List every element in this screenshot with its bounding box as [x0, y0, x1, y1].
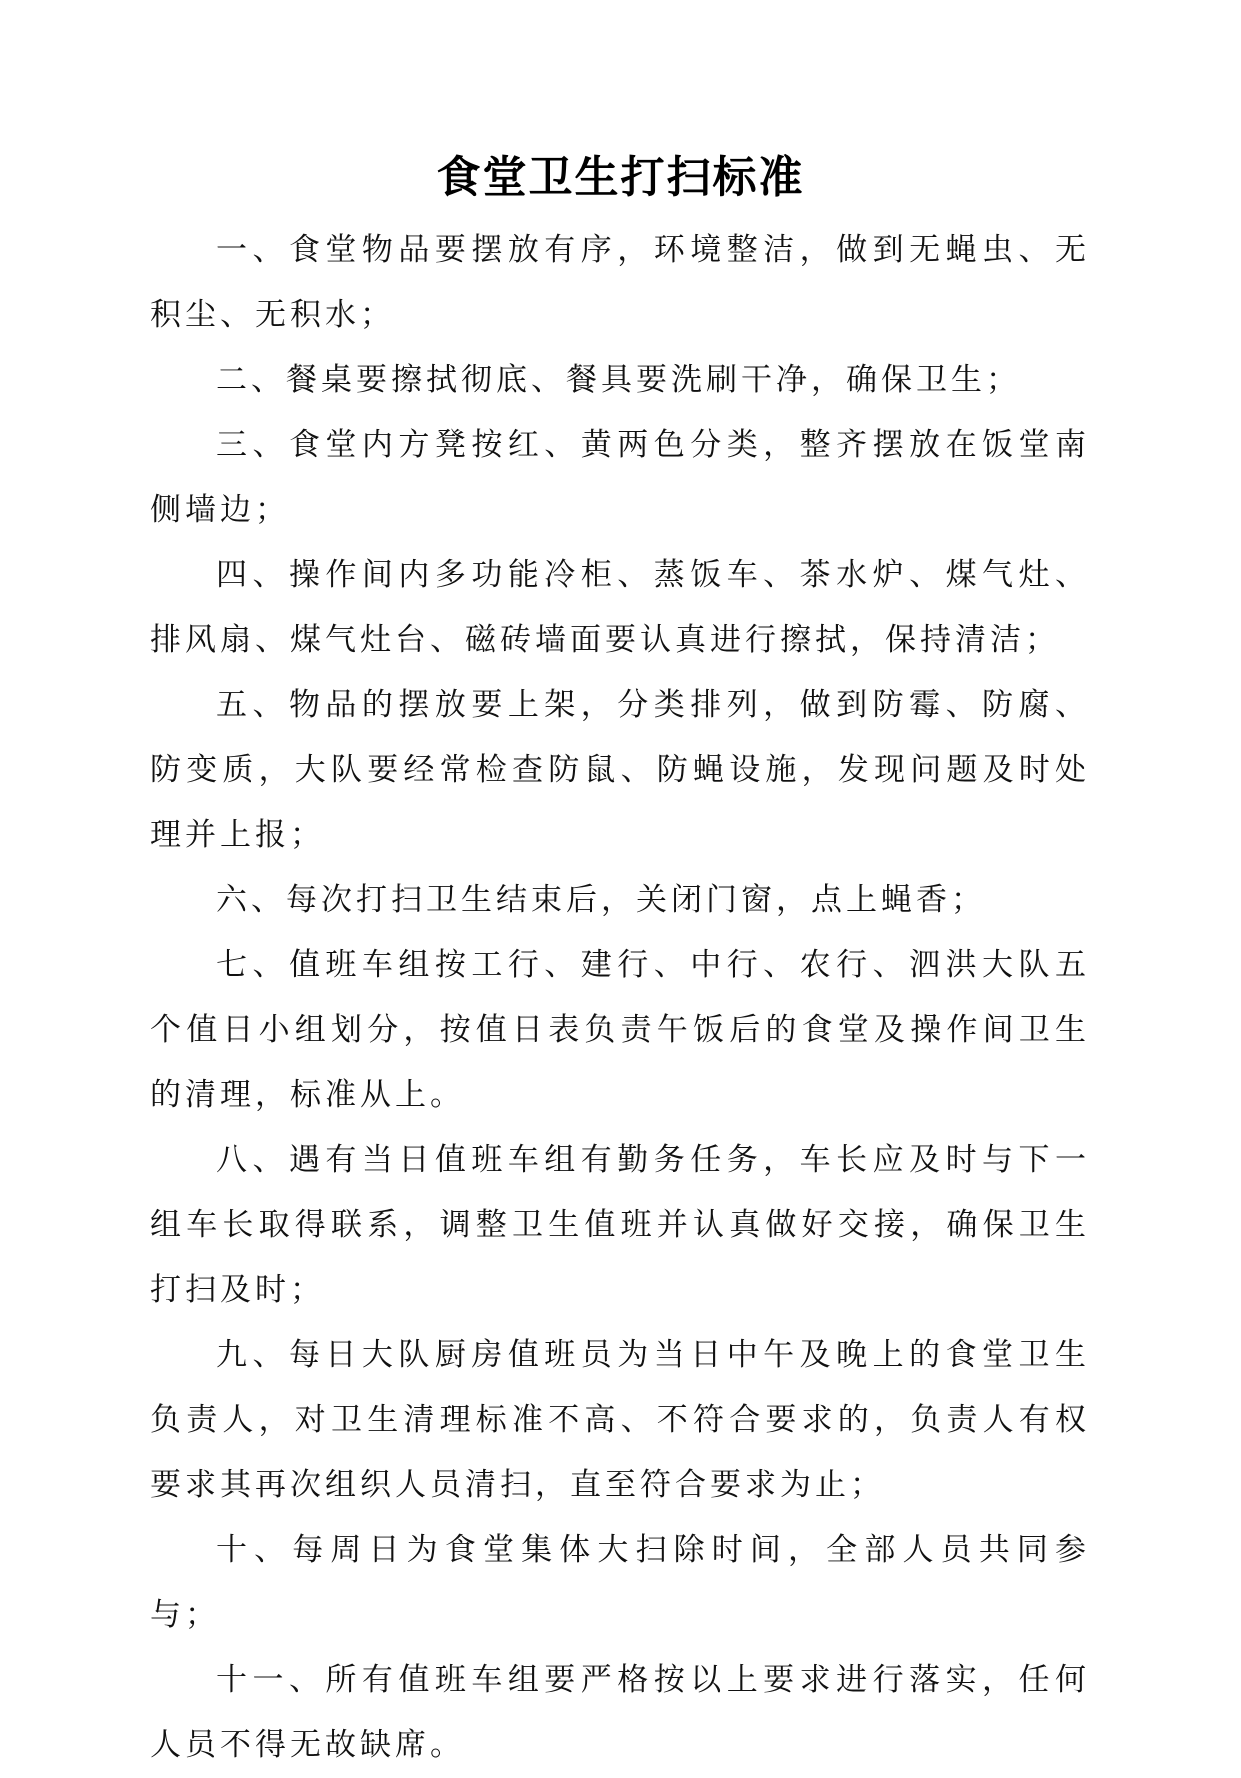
paragraph-4: 四、操作间内多功能冷柜、蒸饭车、茶水炉、煤气灶、排风扇、煤气灶台、磁砖墙面要认真进行擦拭，保持清洁；: [150, 557, 1090, 658]
paragraph-8: 八、遇有当日值班车组有勤务任务，车长应及时与下一组车长取得联系，调整卫生值班并认真做好交接，确保卫生打扫及时；: [150, 1142, 1090, 1308]
paragraph-11: 十一、所有值班车组要严格按以上要求进行落实，任何人员不得无故缺席。: [150, 1662, 1090, 1763]
paragraph-7: 七、值班车组按工行、建行、中行、农行、泗洪大队五个值日小组划分，按值日表负责午饭后的食堂及操作间卫生的清理，标准从上。: [150, 947, 1090, 1113]
paragraph-10: 十、每周日为食堂集体大扫除时间，全部人员共同参与；: [150, 1532, 1090, 1633]
paragraph-3: 三、食堂内方凳按红、黄两色分类，整齐摆放在饭堂南侧墙边；: [150, 427, 1090, 528]
paragraph-5: 五、物品的摆放要上架，分类排列，做到防霉、防腐、防变质，大队要经常检查防鼠、防蝇设施，发现问题及时处理并上报；: [150, 687, 1090, 853]
paragraph-9: 九、每日大队厨房值班员为当日中午及晚上的食堂卫生负责人，对卫生清理标准不高、不符合要求的，负责人有权要求其再次组织人员清扫，直至符合要求为止；: [150, 1337, 1090, 1503]
document-title: 食堂卫生打扫标准: [436, 152, 805, 203]
paragraph-1: 一、食堂物品要摆放有序，环境整洁，做到无蝇虫、无积尘、无积水；: [150, 232, 1090, 333]
paragraph-2: 二、餐桌要擦拭彻底、餐具要洗刷干净，确保卫生；: [216, 362, 1021, 398]
paragraph-6: 六、每次打扫卫生结束后，关闭门窗，点上蝇香；: [216, 882, 986, 918]
document-body: [150, 218, 1090, 1778]
